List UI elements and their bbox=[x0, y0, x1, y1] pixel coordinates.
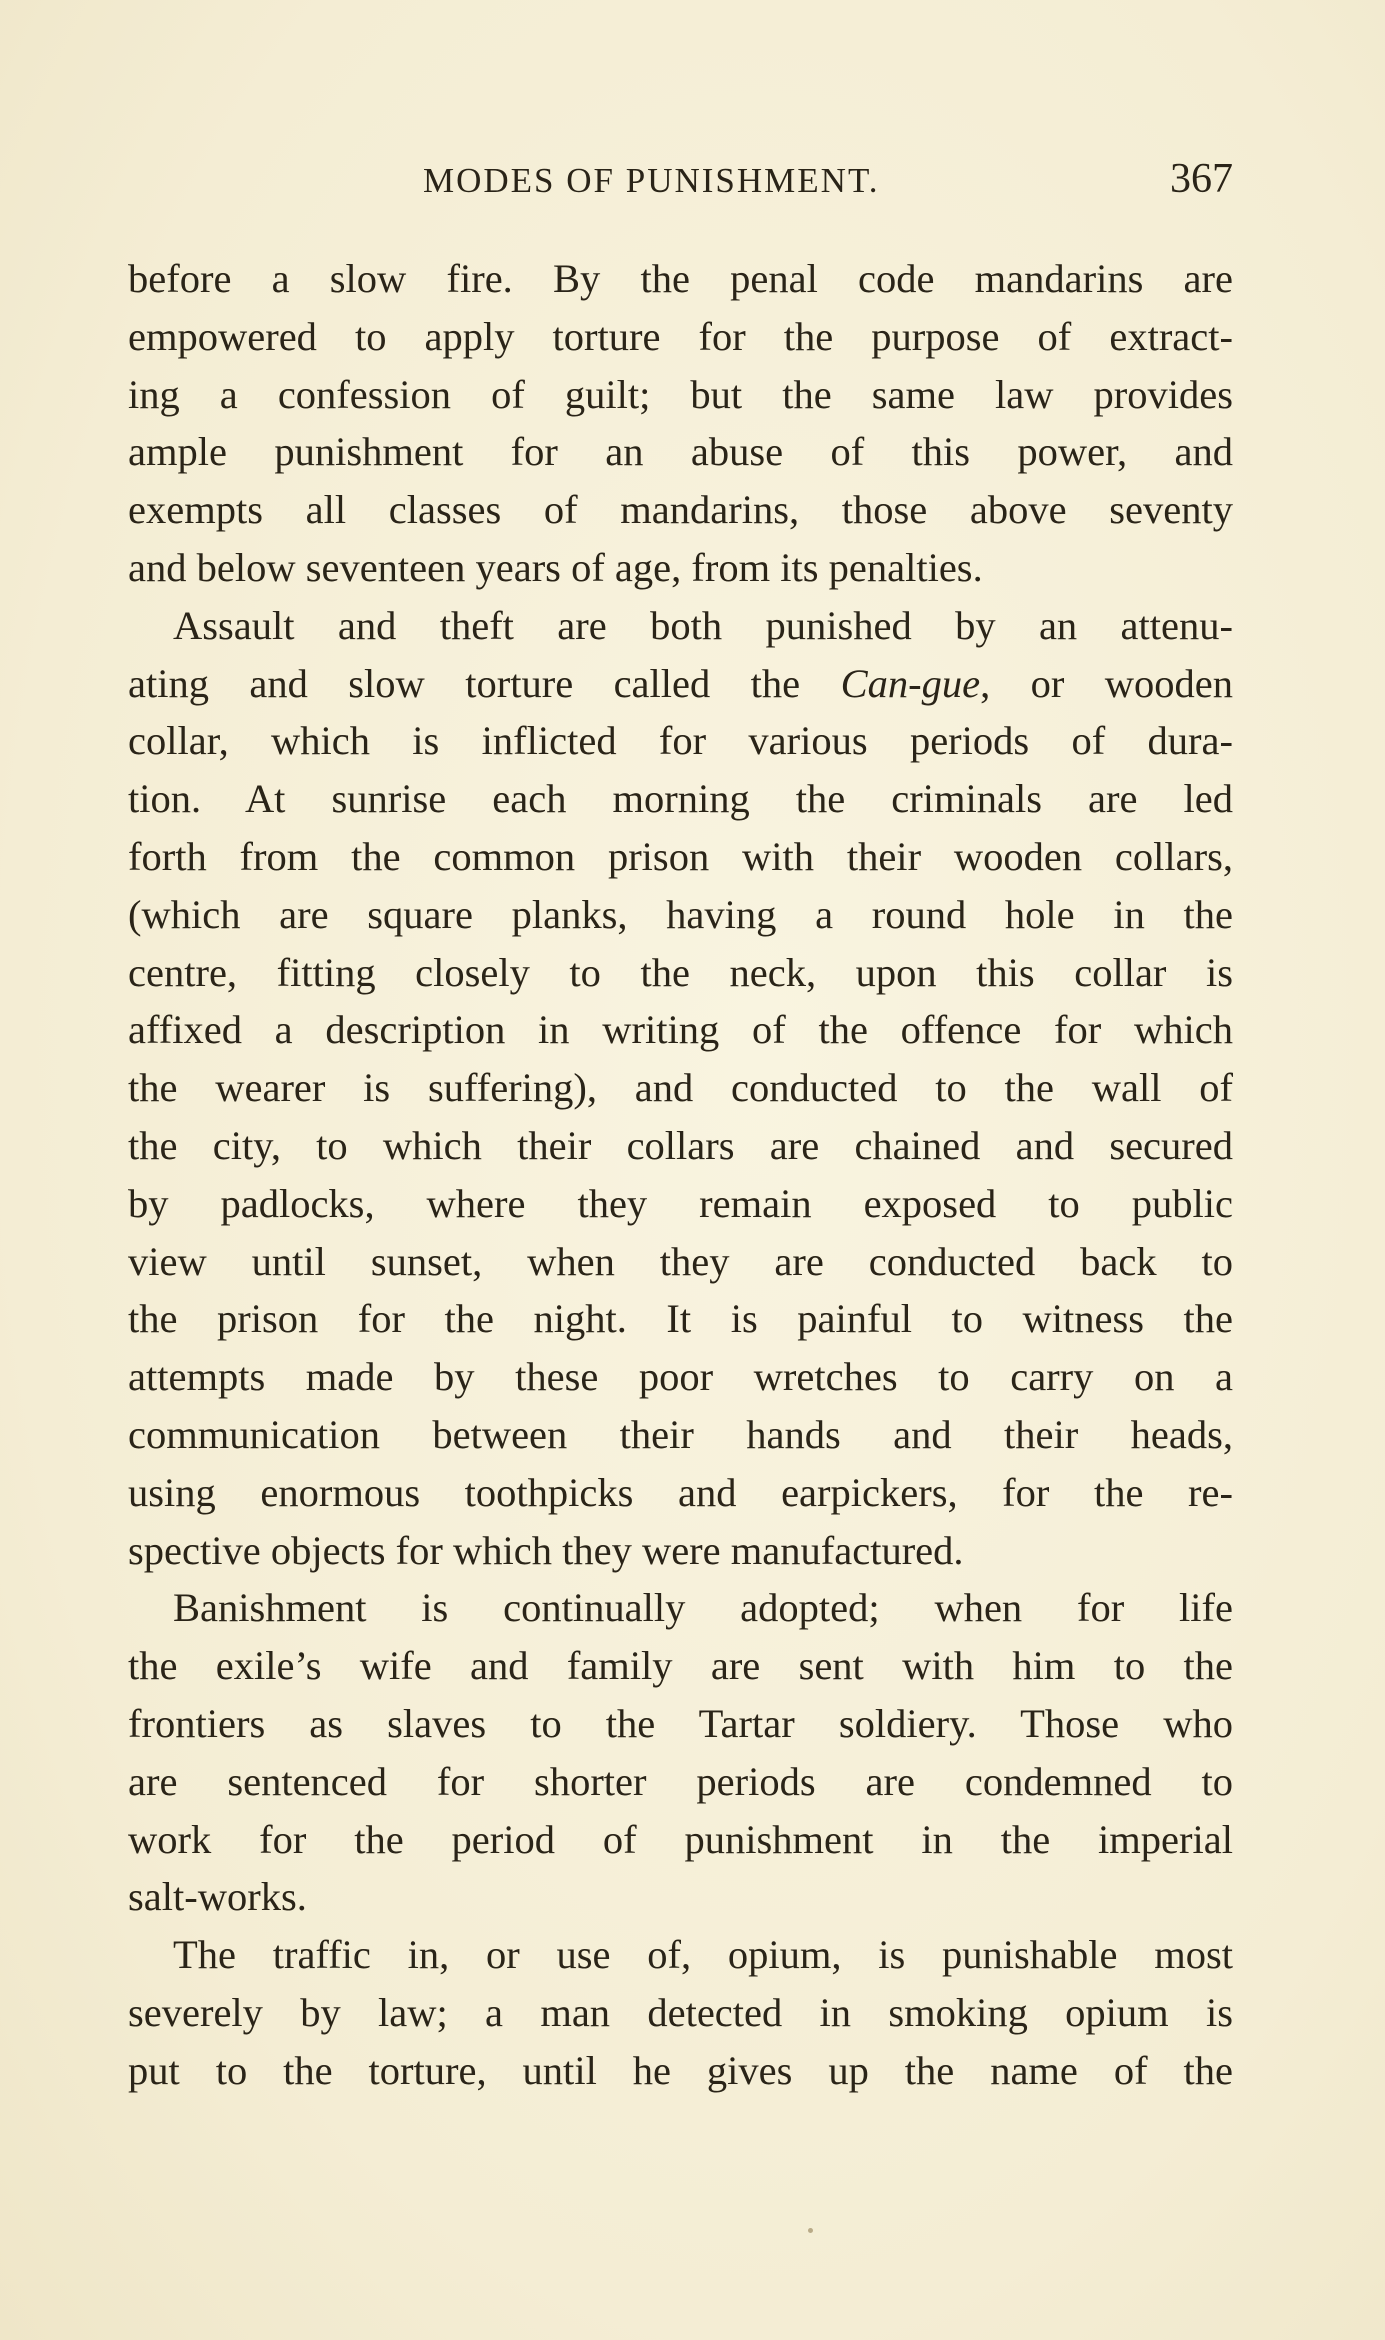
text-line: collar, which is inflicted for various periods of dura- bbox=[128, 718, 1233, 764]
text-line: are sentenced for shorter periods are condemned to bbox=[128, 1758, 1233, 1804]
text-line: Banishment is continually adopted; when for life bbox=[173, 1585, 1233, 1631]
italic-term: Can-gue bbox=[840, 660, 981, 706]
text-line: ing a confession of guilt; but the same law provides bbox=[128, 371, 1233, 417]
text-line: ample punishment for an abuse of this power, and bbox=[128, 429, 1233, 475]
page-number: 367 bbox=[1170, 156, 1233, 202]
text-line: salt-works. bbox=[128, 1874, 307, 1920]
text-line: tion. At sunrise each morning the criminals are led bbox=[128, 776, 1233, 822]
text-line: ating and slow torture called the Can-gue, or wooden bbox=[128, 660, 1233, 706]
text-line: the wearer is suffering), and conducted to the wall of bbox=[128, 1065, 1233, 1111]
text-line: and below seventeen years of age, from its penalties. bbox=[128, 544, 983, 590]
text-line: work for the period of punishment in the imperial bbox=[128, 1816, 1233, 1862]
text-line: centre, fitting closely to the neck, upon this collar is bbox=[128, 949, 1233, 995]
text-line: put to the torture, until he gives up the name of the bbox=[128, 2047, 1233, 2093]
text-line: spective objects for which they were manufactured. bbox=[128, 1527, 964, 1573]
text-line: the city, to which their collars are chained and secured bbox=[128, 1122, 1233, 1168]
text-line: by padlocks, where they remain exposed to public bbox=[128, 1180, 1233, 1226]
text-line: Assault and theft are both punished by an attenu- bbox=[173, 602, 1233, 648]
text-line: the prison for the night. It is painful to witness the bbox=[128, 1296, 1233, 1342]
paper-speck bbox=[808, 2228, 813, 2233]
text-line: forth from the common prison with their wooden collars, bbox=[128, 833, 1233, 879]
text-line: attempts made by these poor wretches to carry on a bbox=[128, 1354, 1233, 1400]
running-title: MODES OF PUNISHMENT. bbox=[423, 161, 880, 200]
body-text bbox=[128, 250, 1233, 2100]
text-line: severely by law; a man detected in smoking opium is bbox=[128, 1989, 1233, 2035]
text-line: view until sunset, when they are conducted back to bbox=[128, 1238, 1233, 1284]
text-line: (which are square planks, having a round hole in the bbox=[128, 891, 1233, 937]
text-line: before a slow fire. By the penal code mandarins are bbox=[128, 256, 1233, 301]
text-line: using enormous toothpicks and earpickers, for the re- bbox=[128, 1469, 1233, 1515]
text-line: the exile’s wife and family are sent with him to the bbox=[128, 1643, 1233, 1689]
text-line: empowered to apply torture for the purpose of extract- bbox=[128, 313, 1233, 359]
text-line: frontiers as slaves to the Tartar soldiery. Those who bbox=[128, 1700, 1233, 1746]
text-line: communication between their hands and their heads, bbox=[128, 1411, 1233, 1457]
page-header bbox=[128, 155, 1233, 205]
text-line: affixed a description in writing of the offence for which bbox=[128, 1007, 1233, 1053]
text-line: The traffic in, or use of, opium, is punishable most bbox=[173, 1932, 1233, 1978]
text-line: exempts all classes of mandarins, those above seventy bbox=[128, 487, 1233, 533]
